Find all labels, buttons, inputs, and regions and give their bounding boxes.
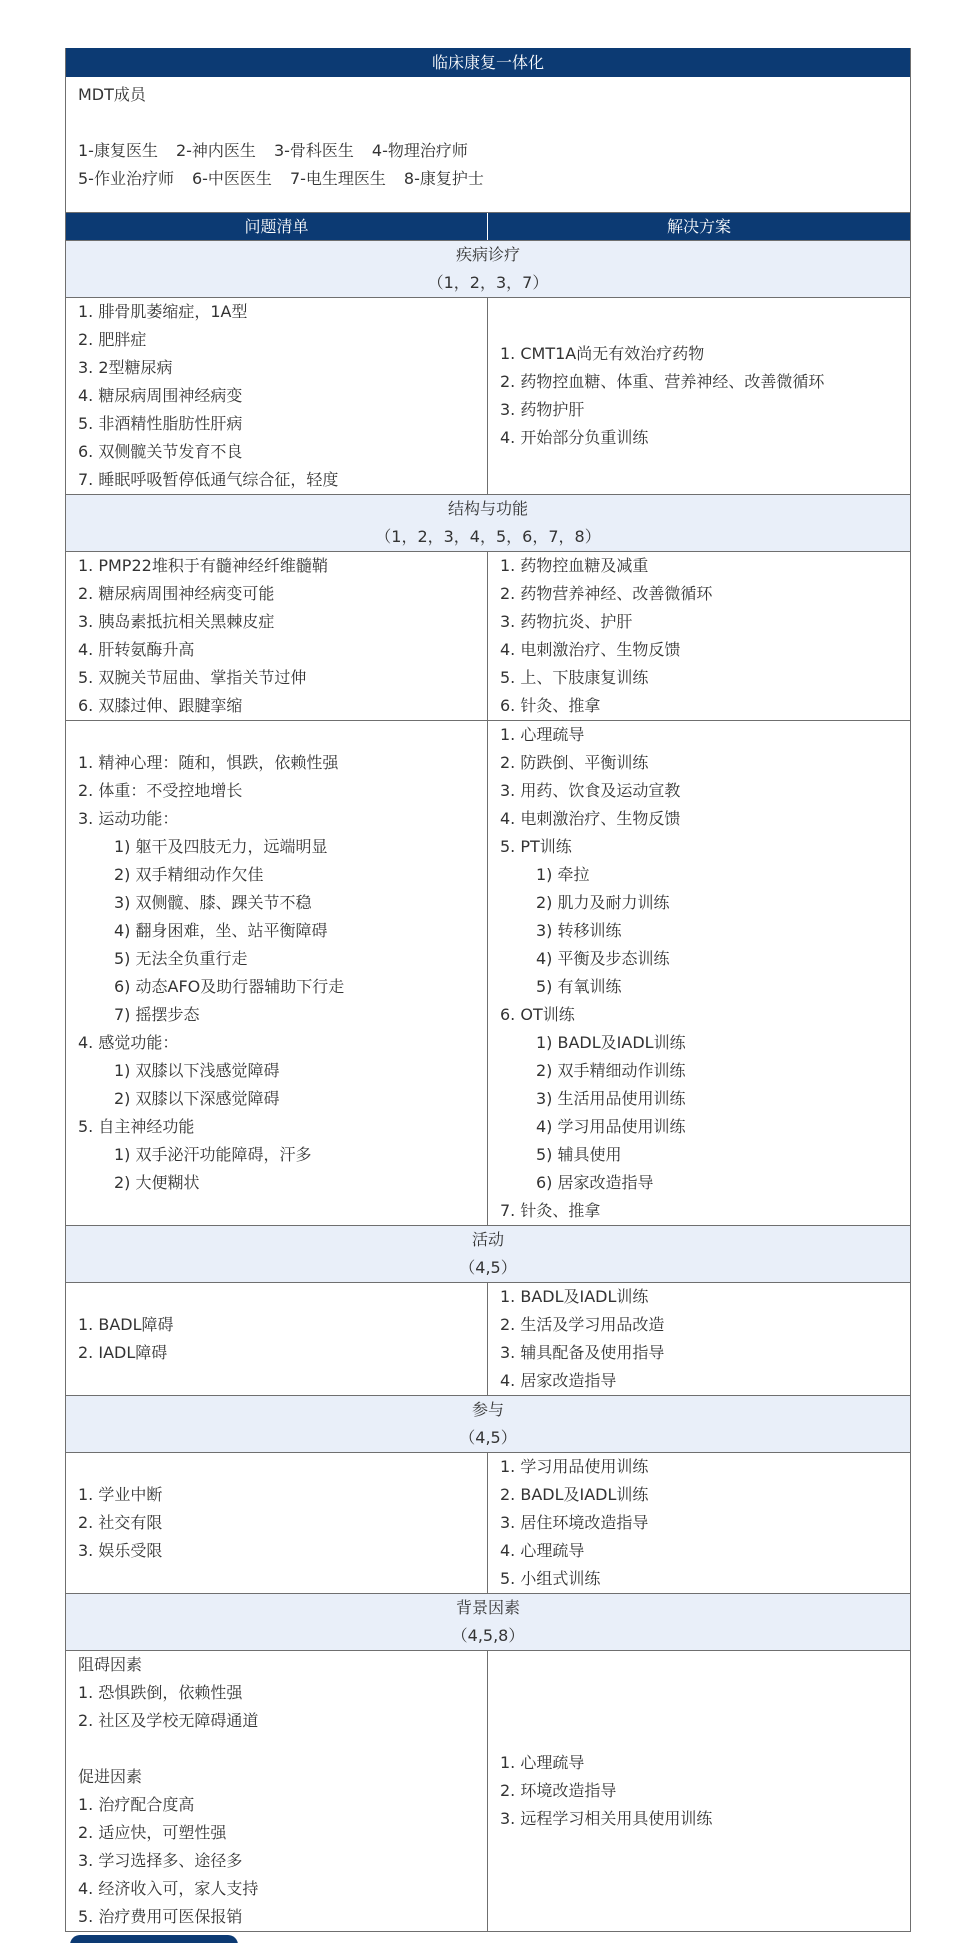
problem-item: 1) 躯干及四肢无力，远端明显: [114, 837, 328, 856]
solution-item: 5. PT训练: [500, 837, 572, 856]
problem-item: 5. 非酒精性脂肪性肝病: [78, 414, 243, 433]
solution-item: 3. 药物抗炎、护肝: [500, 612, 633, 631]
solution-item: 4. 开始部分负重训练: [500, 428, 649, 447]
problem-item: 3. 胰岛素抵抗相关黑棘皮症: [78, 612, 275, 631]
solution-item: 1. BADL及IADL训练: [500, 1287, 649, 1306]
table-row: [66, 1650, 910, 1931]
problem-item: 3. 娱乐受限: [78, 1541, 163, 1560]
solution-cell: [488, 1453, 910, 1593]
problem-item: 1. 精神心理：随和，惧跌，依赖性强: [78, 753, 339, 772]
solution-item: 2. 药物营养神经、改善微循环: [500, 584, 713, 603]
section-members: （4,5）: [459, 1428, 517, 1447]
solution-item: 6. 针灸、推拿: [500, 696, 601, 715]
solution-item: 2. 环境改造指导: [500, 1781, 617, 1800]
mdt-member: 2-神内医生: [175, 141, 256, 160]
problem-item: 1. 腓骨肌萎缩症，1A型: [78, 302, 248, 321]
problem-item: 3. 运动功能：: [78, 809, 179, 828]
problem-item: 7. 睡眠呼吸暂停低通气综合征，轻度: [78, 470, 339, 489]
solution-item: 3. 居住环境改造指导: [500, 1513, 649, 1532]
solution-item: 3. 远程学习相关用具使用训练: [500, 1809, 713, 1828]
section-members: （4,5）: [459, 1258, 517, 1277]
problem-item: 促进因素: [78, 1767, 143, 1786]
problem-item: 4) 翻身困难，坐、站平衡障碍: [114, 921, 328, 940]
table-row: [66, 297, 910, 494]
problem-cell: [66, 1453, 488, 1593]
problem-item: 1) 双手泌汗功能障碍，汗多: [114, 1145, 312, 1164]
solution-item: 1. CMT1A尚无有效治疗药物: [500, 344, 705, 363]
section-members: （1，2，3，4，5，6，7，8）: [375, 527, 601, 546]
problem-item: 2. 适应快，可塑性强: [78, 1823, 227, 1842]
problem-item: 2. 肥胖症: [78, 330, 147, 349]
problem-item: 6) 动态AFO及助行器辅助下行走: [114, 977, 345, 996]
solution-cell: [488, 298, 910, 494]
problem-cell: [66, 552, 488, 720]
mdt-member: 8-康复护士: [403, 169, 484, 188]
problem-item: 5. 自主神经功能: [78, 1117, 195, 1136]
section-name: 结构与功能: [447, 499, 528, 518]
solution-item: 5) 有氧训练: [536, 977, 622, 996]
solution-item: 4. 居家改造指导: [500, 1371, 617, 1390]
problem-item: 6. 双侧髋关节发育不良: [78, 442, 243, 461]
problem-item: 3) 双侧髋、膝、踝关节不稳: [114, 893, 312, 912]
problem-item: 4. 经济收入可，家人支持: [78, 1879, 259, 1898]
solution-item: 1. 心理疏导: [500, 1753, 585, 1772]
mdt-row-2: [78, 165, 898, 193]
section-members: （4,5,8）: [451, 1626, 525, 1645]
section-name: 疾病诊疗: [455, 245, 520, 264]
mdt-label: MDT成员: [78, 85, 146, 104]
header-problems: 问题清单: [66, 213, 488, 240]
solution-item: 3) 生活用品使用训练: [536, 1089, 686, 1108]
solution-item: 2. 生活及学习用品改造: [500, 1315, 665, 1334]
solution-item: 1. 心理疏导: [500, 725, 585, 744]
solution-item: 7. 针灸、推拿: [500, 1201, 601, 1220]
solution-item: 1) 牵拉: [536, 865, 590, 884]
solution-item: 3. 辅具配备及使用指导: [500, 1343, 665, 1362]
problem-item: 2. 糖尿病周围神经病变可能: [78, 584, 275, 603]
solution-item: 4. 电刺激治疗、生物反馈: [500, 809, 681, 828]
mdt-member: 1-康复医生: [78, 141, 158, 160]
solution-item: 3) 转移训练: [536, 921, 622, 940]
problem-item: 5. 治疗费用可医保报销: [78, 1907, 243, 1926]
solution-item: 4. 心理疏导: [500, 1541, 585, 1560]
solution-item: 5) 辅具使用: [536, 1145, 622, 1164]
solution-item: 2) 肌力及耐力训练: [536, 893, 670, 912]
problem-item: 1. 恐惧跌倒，依赖性强: [78, 1683, 243, 1702]
section-header: [66, 494, 910, 551]
solution-item: 3. 用药、饮食及运动宣教: [500, 781, 681, 800]
solution-item: 6. OT训练: [500, 1005, 575, 1024]
table-row: [66, 1282, 910, 1395]
solution-item: 2. 药物控血糖、体重、营养神经、改善微循环: [500, 372, 825, 391]
solution-item: 5. 小组式训练: [500, 1569, 601, 1588]
problem-item: 6. 双膝过伸、跟腱挛缩: [78, 696, 243, 715]
problem-cell: [66, 1651, 488, 1931]
sections-container: [66, 240, 910, 1931]
problem-item: 1. BADL障碍: [78, 1315, 174, 1334]
problem-cell: [66, 1283, 488, 1395]
problem-cell: [66, 298, 488, 494]
section-name: 活动: [471, 1230, 504, 1249]
mdt-member: 5-作业治疗师: [78, 169, 174, 188]
mdt-member: 7-电生理医生: [289, 169, 386, 188]
section-name: 背景因素: [455, 1598, 520, 1617]
solution-cell: [488, 721, 910, 1225]
table-row: [66, 551, 910, 720]
solution-cell: [488, 1651, 910, 1931]
solution-item: 6) 居家改造指导: [536, 1173, 654, 1192]
solution-cell: [488, 1283, 910, 1395]
section-header: [66, 1225, 910, 1282]
mdt-member: 4-物理治疗师: [371, 141, 468, 160]
problem-item: 2. IADL障碍: [78, 1343, 168, 1362]
solution-item: 2. 防跌倒、平衡训练: [500, 753, 649, 772]
section-header: [66, 1395, 910, 1452]
solution-item: 2. BADL及IADL训练: [500, 1485, 649, 1504]
solution-item: 3. 药物护肝: [500, 400, 585, 419]
bottom-tab-stub: [70, 1935, 238, 1943]
solution-item: 5. 上、下肢康复训练: [500, 668, 649, 687]
solution-item: 1. 药物控血糖及减重: [500, 556, 649, 575]
solution-item: 4) 平衡及步态训练: [536, 949, 670, 968]
section-members: （1，2，3，7）: [427, 273, 549, 292]
spacer: [78, 1735, 475, 1763]
problem-item: 1. PMP22堆积于有髓神经纤维髓鞘: [78, 556, 328, 575]
problem-item: 4. 肝转氨酶升高: [78, 640, 195, 659]
table-row: [66, 720, 910, 1225]
problem-item: 5. 双腕关节屈曲、掌指关节过伸: [78, 668, 307, 687]
solution-item: 1. 学习用品使用训练: [500, 1457, 649, 1476]
problem-item: 阻碍因素: [78, 1655, 143, 1674]
problem-item: 2) 双膝以下深感觉障碍: [114, 1089, 280, 1108]
problem-item: 7) 摇摆步态: [114, 1005, 200, 1024]
problem-item: 2. 社交有限: [78, 1513, 163, 1532]
solution-item: 1) BADL及IADL训练: [536, 1033, 686, 1052]
solution-item: 4. 电刺激治疗、生物反馈: [500, 640, 681, 659]
column-headers: [66, 213, 910, 240]
table-row: [66, 1452, 910, 1593]
header-solutions: 解决方案: [666, 217, 731, 236]
section-header: [66, 240, 910, 297]
mdt-member: 3-骨科医生: [273, 141, 354, 160]
section-name: 参与: [471, 1400, 504, 1419]
section-header: [66, 1593, 910, 1650]
problem-item: 5) 无法全负重行走: [114, 949, 248, 968]
problem-item: 1. 治疗配合度高: [78, 1795, 195, 1814]
mdt-member: 6-中医医生: [191, 169, 272, 188]
problem-item: 3. 学习选择多、途径多: [78, 1851, 243, 1870]
solution-item: 4) 学习用品使用训练: [536, 1117, 686, 1136]
problem-item: 2. 社区及学校无障碍通道: [78, 1711, 259, 1730]
problem-item: 2) 大便糊状: [114, 1173, 200, 1192]
problem-item: 3. 2型糖尿病: [78, 358, 173, 377]
problem-item: 1) 双膝以下浅感觉障碍: [114, 1061, 280, 1080]
solution-cell: [488, 552, 910, 720]
mdt-members: [66, 77, 910, 213]
solution-item: 2) 双手精细动作训练: [536, 1061, 686, 1080]
problem-item: 2) 双手精细动作欠佳: [114, 865, 264, 884]
problem-item: 2. 体重：不受控地增长: [78, 781, 243, 800]
rehab-table: [65, 48, 911, 1932]
problem-item: 1. 学业中断: [78, 1485, 163, 1504]
table-title: 临床康复一体化: [66, 48, 910, 77]
problem-item: 4. 感觉功能：: [78, 1033, 179, 1052]
problem-item: 4. 糖尿病周围神经病变: [78, 386, 243, 405]
problem-cell: [66, 721, 488, 1225]
mdt-row-1: [78, 137, 898, 165]
